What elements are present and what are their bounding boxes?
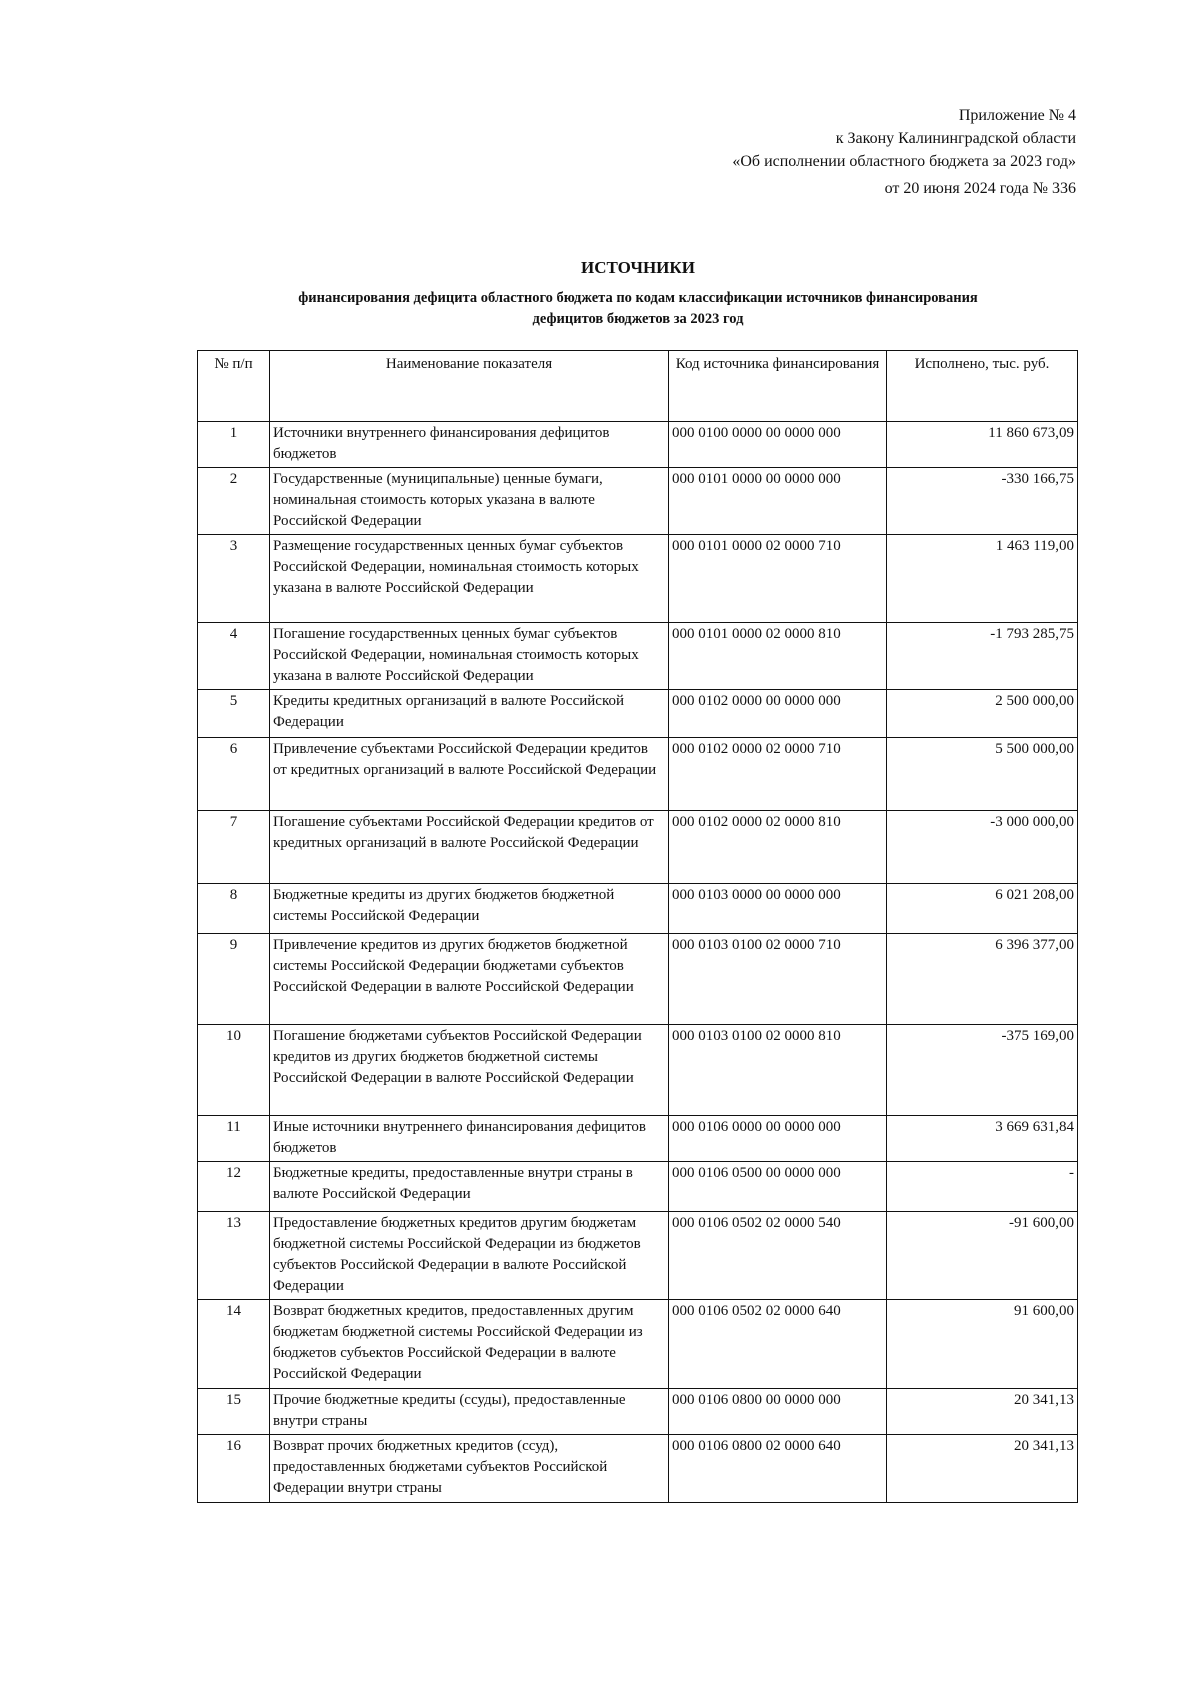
table-header-row <box>198 351 1078 422</box>
row-number: 2 <box>198 468 270 535</box>
row-number: 11 <box>198 1116 270 1162</box>
row-executed-value: 1 463 119,00 <box>887 535 1078 623</box>
document-title: ИСТОЧНИКИ <box>581 258 695 277</box>
row-number: 5 <box>198 690 270 738</box>
row-source-code: 000 0101 0000 00 0000 000 <box>669 468 887 535</box>
row-indicator-name: Возврат бюджетных кредитов, предоставленных другим бюджетам бюджетной системы Российской Федерации из бюджетов субъектов Российской Федерации в валюте Российской Федерации <box>270 1300 669 1389</box>
table-row <box>198 1162 1078 1212</box>
subtitle-line-2: дефицитов бюджетов за 2023 год <box>532 311 744 327</box>
table-row <box>198 1116 1078 1162</box>
table-row <box>198 1300 1078 1389</box>
row-source-code: 000 0106 0502 02 0000 540 <box>669 1212 887 1300</box>
row-executed-value: 6 021 208,00 <box>887 884 1078 934</box>
row-source-code: 000 0103 0100 02 0000 810 <box>669 1025 887 1116</box>
row-source-code: 000 0101 0000 02 0000 710 <box>669 535 887 623</box>
row-source-code: 000 0106 0502 02 0000 640 <box>669 1300 887 1389</box>
row-number: 16 <box>198 1435 270 1503</box>
row-indicator-name: Погашение бюджетами субъектов Российской Федерации кредитов из других бюджетов бюджетной системы Российской Федерации в валюте Российской Федерации <box>270 1025 669 1116</box>
table-body <box>198 422 1078 1503</box>
row-executed-value: 2 500 000,00 <box>887 690 1078 738</box>
header-executed-value: Исполнено, тыс. руб. <box>887 351 1078 422</box>
table-row <box>198 1212 1078 1300</box>
row-number: 3 <box>198 535 270 623</box>
row-source-code: 000 0102 0000 02 0000 710 <box>669 738 887 811</box>
annex-law-title: «Об исполнении областного бюджета за 2023 год» <box>732 153 1076 170</box>
row-executed-value: -91 600,00 <box>887 1212 1078 1300</box>
header-indicator-name: Наименование показателя <box>270 351 669 422</box>
row-source-code: 000 0102 0000 02 0000 810 <box>669 811 887 884</box>
row-indicator-name: Бюджетные кредиты из других бюджетов бюджетной системы Российской Федерации <box>270 884 669 934</box>
row-executed-value: 11 860 673,09 <box>887 422 1078 468</box>
row-indicator-name: Прочие бюджетные кредиты (ссуды), предоставленные внутри страны <box>270 1389 669 1435</box>
row-indicator-name: Источники внутреннего финансирования дефицитов бюджетов <box>270 422 669 468</box>
document-subtitle <box>200 288 1076 330</box>
table-row <box>198 535 1078 623</box>
table-row <box>198 1435 1078 1503</box>
table-row <box>198 1025 1078 1116</box>
row-executed-value: 20 341,13 <box>887 1435 1078 1503</box>
row-executed-value: -375 169,00 <box>887 1025 1078 1116</box>
row-source-code: 000 0103 0000 00 0000 000 <box>669 884 887 934</box>
row-indicator-name: Погашение государственных ценных бумаг субъектов Российской Федерации, номинальная стоимость которых указана в валюте Российской Федерации <box>270 623 669 690</box>
row-number: 7 <box>198 811 270 884</box>
table-row <box>198 884 1078 934</box>
annex-date: от 20 июня 2024 года № 336 <box>884 180 1076 197</box>
table-row <box>198 690 1078 738</box>
table-row <box>198 623 1078 690</box>
row-executed-value: -1 793 285,75 <box>887 623 1078 690</box>
row-indicator-name: Возврат прочих бюджетных кредитов (ссуд), предоставленных бюджетами субъектов Российской Федерации внутри страны <box>270 1435 669 1503</box>
row-source-code: 000 0106 0500 00 0000 000 <box>669 1162 887 1212</box>
annex-law: к Закону Калининградской области <box>835 130 1076 147</box>
row-indicator-name: Кредиты кредитных организаций в валюте Российской Федерации <box>270 690 669 738</box>
table-row <box>198 811 1078 884</box>
row-source-code: 000 0106 0800 02 0000 640 <box>669 1435 887 1503</box>
row-source-code: 000 0106 0800 00 0000 000 <box>669 1389 887 1435</box>
row-number: 4 <box>198 623 270 690</box>
header-source-code: Код источника финансирования <box>669 351 887 422</box>
row-source-code: 000 0100 0000 00 0000 000 <box>669 422 887 468</box>
row-source-code: 000 0103 0100 02 0000 710 <box>669 934 887 1025</box>
row-source-code: 000 0101 0000 02 0000 810 <box>669 623 887 690</box>
row-indicator-name: Предоставление бюджетных кредитов другим бюджетам бюджетной системы Российской Федерации из бюджетов субъектов Российской Федерации в валюте Российской Федерации <box>270 1212 669 1300</box>
table-row <box>198 468 1078 535</box>
row-executed-value: 3 669 631,84 <box>887 1116 1078 1162</box>
table-row <box>198 422 1078 468</box>
header-number: № п/п <box>198 351 270 422</box>
row-indicator-name: Иные источники внутреннего финансирования дефицитов бюджетов <box>270 1116 669 1162</box>
row-executed-value: -3 000 000,00 <box>887 811 1078 884</box>
row-number: 10 <box>198 1025 270 1116</box>
row-indicator-name: Привлечение субъектами Российской Федерации кредитов от кредитных организаций в валюте Российской Федерации <box>270 738 669 811</box>
row-executed-value: 6 396 377,00 <box>887 934 1078 1025</box>
row-number: 9 <box>198 934 270 1025</box>
row-indicator-name: Государственные (муниципальные) ценные бумаги, номинальная стоимость которых указана в валюте Российской Федерации <box>270 468 669 535</box>
row-number: 14 <box>198 1300 270 1389</box>
row-number: 6 <box>198 738 270 811</box>
annex-number: Приложение № 4 <box>958 107 1076 124</box>
financing-sources-table <box>197 350 1078 1503</box>
row-source-code: 000 0102 0000 00 0000 000 <box>669 690 887 738</box>
row-number: 1 <box>198 422 270 468</box>
row-indicator-name: Погашение субъектами Российской Федерации кредитов от кредитных организаций в валюте Российской Федерации <box>270 811 669 884</box>
table-row <box>198 934 1078 1025</box>
row-number: 8 <box>198 884 270 934</box>
row-executed-value: 91 600,00 <box>887 1300 1078 1389</box>
row-number: 12 <box>198 1162 270 1212</box>
row-executed-value: 5 500 000,00 <box>887 738 1078 811</box>
row-executed-value: 20 341,13 <box>887 1389 1078 1435</box>
row-number: 15 <box>198 1389 270 1435</box>
row-source-code: 000 0106 0000 00 0000 000 <box>669 1116 887 1162</box>
row-indicator-name: Размещение государственных ценных бумаг субъектов Российской Федерации, номинальная стоимость которых указана в валюте Российской Федерации <box>270 535 669 623</box>
annex-header <box>732 104 1076 200</box>
row-executed-value: - <box>887 1162 1078 1212</box>
table-row <box>198 1389 1078 1435</box>
table-row <box>198 738 1078 811</box>
row-indicator-name: Бюджетные кредиты, предоставленные внутри страны в валюте Российской Федерации <box>270 1162 669 1212</box>
subtitle-line-1: финансирования дефицита областного бюджета по кодам классификации источников финансирования <box>298 290 978 306</box>
row-executed-value: -330 166,75 <box>887 468 1078 535</box>
row-indicator-name: Привлечение кредитов из других бюджетов бюджетной системы Российской Федерации бюджетами субъектов Российской Федерации в валюте Российской Федерации <box>270 934 669 1025</box>
row-number: 13 <box>198 1212 270 1300</box>
